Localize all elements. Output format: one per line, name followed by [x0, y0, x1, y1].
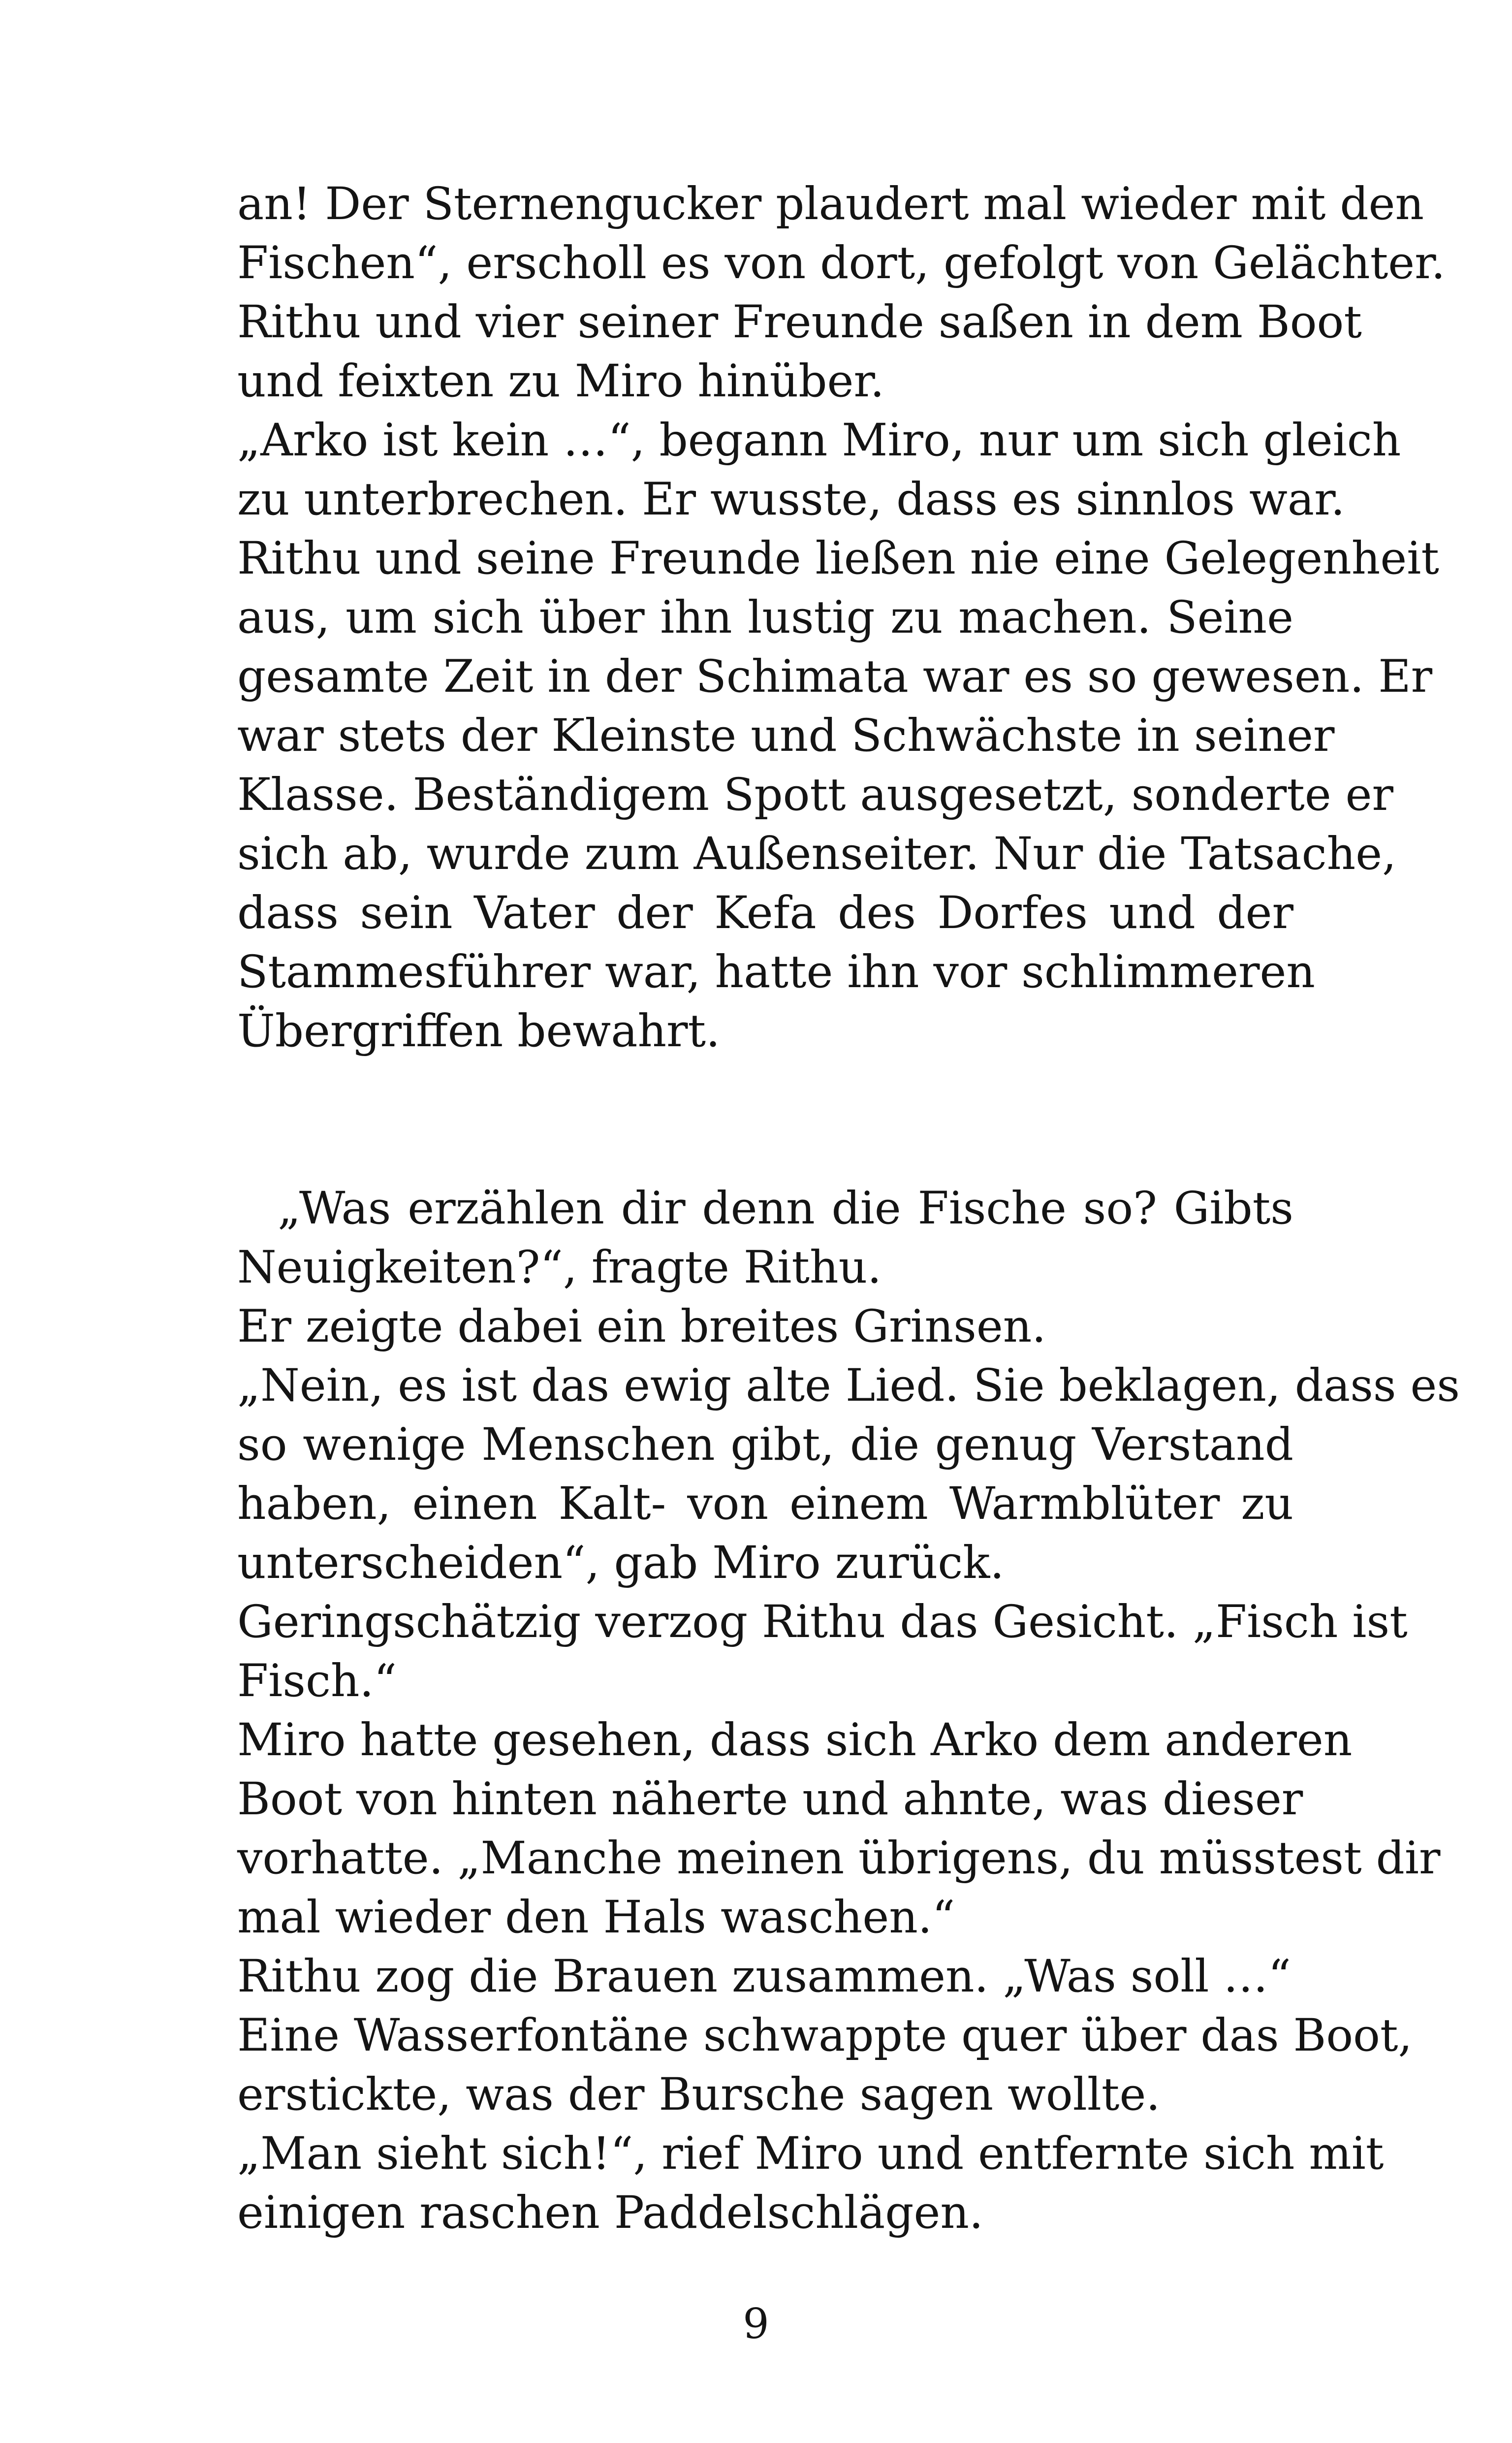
text-line: Rithu und seine Freunde ließen nie eine Gelegenheit	[237, 533, 1439, 584]
text-line: Miro hatte gesehen, dass sich Arko dem anderen	[237, 1714, 1353, 1766]
text-line: und feixten zu Miro hinüber.	[237, 355, 884, 407]
text-line: erstickte, was der Bursche sagen wollte.	[237, 2069, 1161, 2121]
text-line: mal wieder den Hals waschen.“	[237, 1892, 955, 1943]
text-line: Rithu und vier seiner Freunde saßen in dem Boot	[237, 296, 1362, 348]
text-line: Neuigkeiten?“, fragte Rithu.	[237, 1242, 882, 1293]
text-line: unterscheiden“, gab Miro zurück.	[237, 1537, 1005, 1589]
page-number: 9	[743, 2300, 769, 2348]
text-line: „Nein, es ist das ewig alte Lied. Sie beklagen, dass es	[237, 1360, 1460, 1412]
text-line: Eine Wasserfontäne schwappte quer über das Boot,	[237, 2010, 1413, 2061]
text-line: Er zeigte dabei ein breites Grinsen.	[237, 1301, 1046, 1352]
text-line: Übergriffen bewahrt.	[237, 1005, 721, 1057]
body-text	[237, 175, 1460, 2243]
text-line: Fisch.“	[237, 1655, 397, 1707]
text-line: war stets der Kleinste und Schwächste in seiner	[237, 710, 1335, 762]
text-line: einigen raschen Paddelschlägen.	[237, 2187, 983, 2239]
text-line: zu unterbrechen. Er wusste, dass es sinnlos war.	[237, 474, 1345, 525]
text-line: so wenige Menschen gibt, die genug Verstand	[237, 1419, 1293, 1471]
text-line: vorhatte. „Manche meinen übrigens, du müsstest dir	[237, 1832, 1441, 1884]
text-line: Fischen“, erscholl es von dort, gefolgt von Gelächter.	[237, 237, 1446, 289]
text-line: aus, um sich über ihn lustig zu machen. Seine	[237, 592, 1293, 643]
text-line: Boot von hinten näherte und ahnte, was dieser	[237, 1773, 1303, 1825]
text-line: Klasse. Beständigem Spott ausgesetzt, sonderte er	[237, 769, 1393, 821]
paragraph-gap	[237, 1061, 1293, 1179]
text-line: haben, einen Kalt- von einem Warmblüter zu	[237, 1478, 1293, 1530]
text-line: an! Der Sternengucker plaudert mal wieder mit den	[237, 178, 1424, 230]
text-line: Stammesführer war, hatte ihn vor schlimmeren	[237, 946, 1315, 998]
text-line: Rithu zog die Brauen zusammen. „Was soll …“	[237, 1951, 1291, 2002]
text-line: Geringschätzig verzog Rithu das Gesicht. „Fisch ist	[237, 1596, 1408, 1648]
text-line: „Arko ist kein …“, begann Miro, nur um sich gleich	[237, 415, 1401, 466]
text-line: „Man sieht sich!“, rief Miro und entfernte sich mit	[237, 2128, 1384, 2180]
text-line: dass sein Vater der Kefa des Dorfes und der	[237, 887, 1293, 939]
text-line: sich ab, wurde zum Außenseiter. Nur die Tatsache,	[237, 828, 1397, 880]
text-line: gesamte Zeit in der Schimata war es so gewesen. Er	[237, 651, 1433, 703]
text-line: „Was erzählen dir denn die Fische so? Gibts	[278, 1183, 1293, 1234]
